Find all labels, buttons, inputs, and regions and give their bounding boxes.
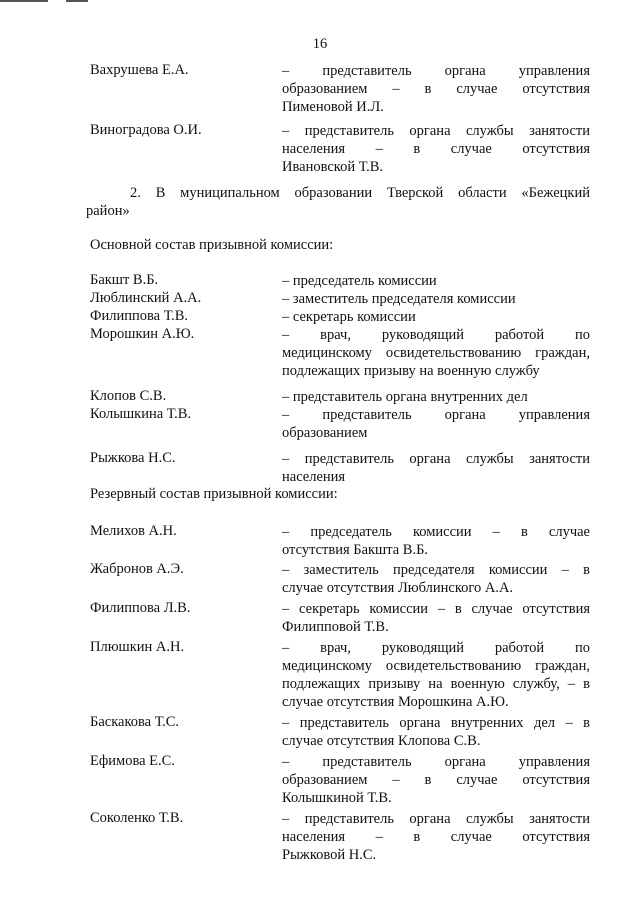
member-name: Баскакова Т.С.: [90, 714, 180, 730]
member-name: Вахрушева Е.А.: [90, 62, 189, 78]
member-name: Рыжкова Н.С.: [90, 450, 176, 466]
member-role: [282, 326, 590, 380]
member-role: [282, 272, 590, 290]
member-role-line: образованием: [282, 425, 368, 441]
member-role-line: – секретарь комиссии – в случае отсутствия: [282, 601, 590, 617]
section-2-line-2: район»: [86, 203, 130, 219]
member-role: [282, 406, 590, 442]
member-role-line: – заместитель председателя комиссии: [282, 291, 516, 307]
member-role: [282, 714, 590, 750]
member-role-line: подлежащих призыву на военную службу: [282, 363, 540, 379]
member-role: [282, 62, 590, 116]
top-edge-mark: [0, 0, 48, 2]
main-composition-heading: Основной состав призывной комиссии:: [90, 237, 334, 253]
member-name: Бакшт В.Б.: [90, 272, 159, 288]
member-name: Жабронов А.Э.: [90, 561, 184, 577]
member-role: [282, 450, 590, 486]
member-name: Люблинский А.А.: [90, 290, 202, 306]
member-role-line: случае отсутствия Люблинского А.А.: [282, 580, 514, 596]
member-role-line: – представитель органа внутренних дел: [282, 389, 528, 405]
member-role-line: – секретарь комиссии: [282, 309, 416, 325]
member-role-line: – председатель комиссии – в случае: [282, 524, 590, 540]
member-role: [282, 600, 590, 636]
member-role-line: Пименовой И.Л.: [282, 99, 384, 115]
member-role: [282, 308, 590, 326]
member-role: [282, 290, 590, 308]
member-role-line: – врач, руководящий работой по: [282, 327, 590, 343]
member-role: [282, 388, 590, 406]
member-role-line: – представитель органа управления: [282, 407, 590, 423]
member-name: Филиппова Л.В.: [90, 600, 191, 616]
member-role-line: случае отсутствия Морошкина А.Ю.: [282, 694, 509, 710]
member-name: Соколенко Т.В.: [90, 810, 184, 826]
member-name: Клопов С.В.: [90, 388, 167, 404]
member-role: [282, 122, 590, 176]
member-name: Ефимова Е.С.: [90, 753, 175, 769]
page-number: 16: [312, 36, 328, 52]
section-2-heading: [86, 184, 590, 220]
member-name: Колышкина Т.В.: [90, 406, 192, 422]
member-role-line: – представитель органа управления: [282, 63, 590, 79]
member-role-line: – представитель органа службы занятости: [282, 451, 590, 467]
member-name: Мелихов А.Н.: [90, 523, 177, 539]
member-role-line: – представитель органа управления: [282, 754, 590, 770]
member-role-line: медицинскому освидетельствованию граждан,: [282, 345, 590, 361]
member-role-line: подлежащих призыву на военную службу, – в: [282, 676, 590, 692]
member-role-line: – заместитель председателя комиссии – в: [282, 562, 590, 578]
member-name: Виноградова О.И.: [90, 122, 202, 138]
section-2-line-1: 2. В муниципальном образовании Тверской области «Бежецкий: [130, 185, 590, 201]
member-role-line: Колышкиной Т.В.: [282, 790, 392, 806]
member-role-line: – представитель органа службы занятости: [282, 123, 590, 139]
member-role-line: – врач, руководящий работой по: [282, 640, 590, 656]
top-edge-mark: [66, 0, 88, 2]
reserve-composition-heading: Резервный состав призывной комиссии:: [90, 486, 338, 502]
member-role: [282, 639, 590, 711]
member-role-line: населения – в случае отсутствия: [282, 829, 590, 845]
member-role: [282, 810, 590, 864]
member-role-line: Ивановской Т.В.: [282, 159, 384, 175]
member-name: Плюшкин А.Н.: [90, 639, 185, 655]
member-role-line: образованием – в случае отсутствия: [282, 81, 590, 97]
member-role: [282, 561, 590, 597]
member-role-line: – представитель органа внутренних дел – в: [282, 715, 590, 731]
member-role-line: медицинскому освидетельствованию граждан,: [282, 658, 590, 674]
member-name: Морошкин А.Ю.: [90, 326, 195, 342]
member-role-line: случае отсутствия Клопова С.В.: [282, 733, 481, 749]
member-role-line: образованием – в случае отсутствия: [282, 772, 590, 788]
member-role-line: – председатель комиссии: [282, 273, 437, 289]
member-role-line: Филипповой Т.В.: [282, 619, 389, 635]
member-role-line: населения – в случае отсутствия: [282, 141, 590, 157]
member-role: [282, 753, 590, 807]
member-role: [282, 523, 590, 559]
member-role-line: Рыжковой Н.С.: [282, 847, 377, 863]
member-name: Филиппова Т.В.: [90, 308, 189, 324]
member-role-line: населения: [282, 469, 346, 485]
member-role-line: – представитель органа службы занятости: [282, 811, 590, 827]
member-role-line: отсутствия Бакшта В.Б.: [282, 542, 429, 558]
